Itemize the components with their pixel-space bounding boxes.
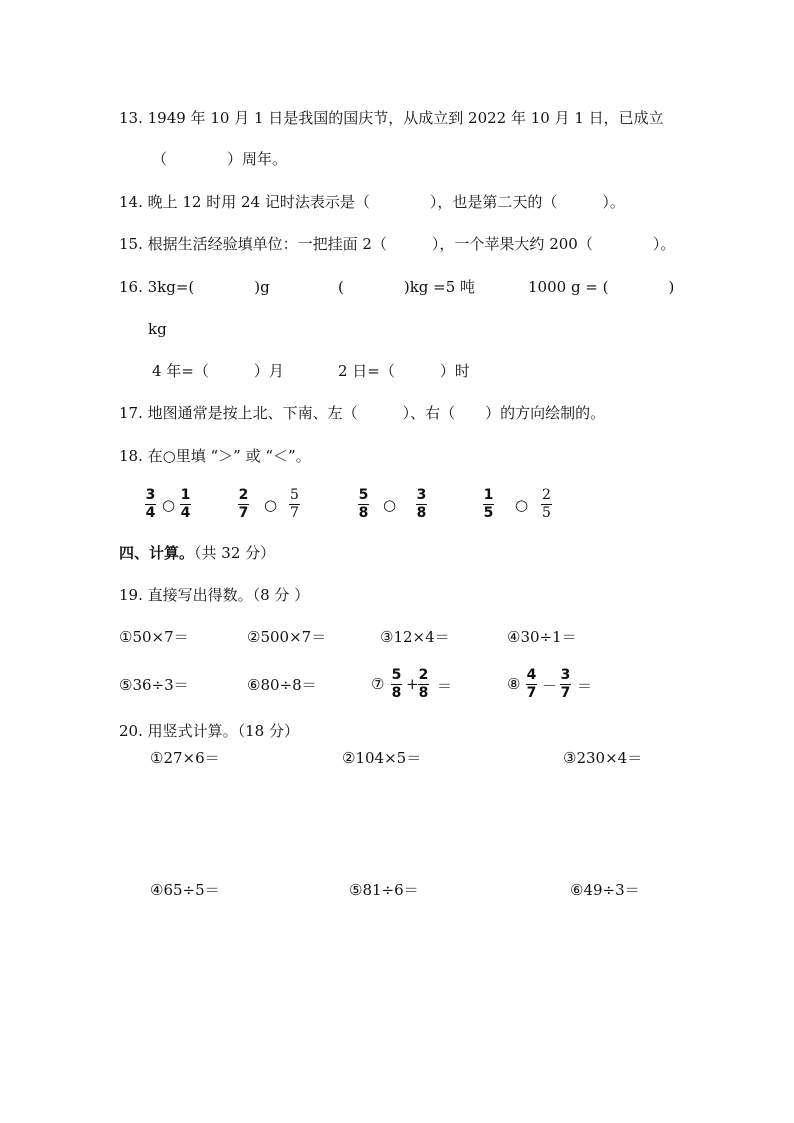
- equals-sign: ＝: [577, 677, 593, 695]
- fraction: 3 8: [416, 487, 427, 521]
- vertical-calc-1: ①27×6＝: [150, 749, 220, 767]
- item-mark: ⑧: [507, 675, 521, 693]
- question-16-part-b: ( )kg =5 吨: [338, 278, 476, 296]
- section-4-title: 四、计算。: [119, 544, 195, 562]
- question-16-part-e: 2 日=（ ）时: [338, 362, 470, 380]
- compare-circle[interactable]: ○: [264, 496, 278, 514]
- question-18-label: 18. 在○里填 “＞” 或 “＜”。: [119, 447, 311, 465]
- fraction: 4 7: [526, 667, 537, 701]
- compare-circle[interactable]: ○: [383, 496, 397, 514]
- fraction: 3 7: [560, 667, 571, 701]
- question-16-unit: kg: [148, 320, 167, 338]
- fraction: 2 8: [418, 667, 429, 701]
- question-13-line2: （ ）周年。: [152, 150, 288, 168]
- fraction: 1 5: [483, 487, 494, 521]
- calc-item-5: ⑤36÷3＝: [119, 676, 189, 694]
- item-mark: ⑦: [371, 675, 385, 693]
- fraction: 5 7: [290, 487, 299, 521]
- fraction: 2 5: [542, 487, 551, 521]
- question-16-part-a: 16. 3kg=( )g: [119, 278, 270, 296]
- vertical-calc-4: ④65÷5＝: [150, 881, 220, 899]
- fraction: 2 7: [238, 487, 249, 521]
- question-13-line1: 13. 1949 年 10 月 1 日是我国的国庆节，从成立到 2022 年 10 月 1 日，已成立: [119, 109, 664, 127]
- fraction: 5 8: [391, 667, 402, 701]
- calc-item-1: ①50×7＝: [119, 628, 189, 646]
- question-14: 14. 晚上 12 时用 24 记时法表示是（ ），也是第二天的（ ）。: [119, 193, 625, 211]
- question-17: 17. 地图通常是按上北、下南、左（ ）、右（ ）的方向绘制的。: [119, 404, 606, 422]
- minus-sign: －: [542, 677, 558, 695]
- vertical-calc-5: ⑤81÷6＝: [349, 881, 419, 899]
- fraction: 3 4: [145, 487, 156, 521]
- question-19-label: 19. 直接写出得数。（8 分 ）: [119, 586, 310, 604]
- vertical-calc-3: ③230×4＝: [563, 749, 643, 767]
- plus-sign: +: [406, 675, 419, 693]
- calc-item-3: ③12×4＝: [380, 628, 450, 646]
- section-4-points: （共 32 分）: [194, 544, 276, 562]
- vertical-calc-2: ②104×5＝: [342, 749, 422, 767]
- compare-circle[interactable]: ○: [515, 496, 529, 514]
- fraction: 1 4: [180, 487, 191, 521]
- equals-sign: ＝: [437, 677, 453, 695]
- compare-circle[interactable]: ○: [162, 496, 176, 514]
- question-15: 15. 根据生活经验填单位：一把挂面 2（ ），一个苹果大约 200（ ）。: [119, 235, 676, 253]
- section-4-heading: [119, 543, 275, 563]
- fraction: 5 8: [358, 487, 369, 521]
- vertical-calc-6: ⑥49÷3＝: [570, 881, 640, 899]
- calc-item-4: ④30÷1＝: [507, 628, 577, 646]
- question-16-part-d: 4 年=（ ）月: [152, 362, 284, 380]
- calc-item-2: ②500×7＝: [247, 628, 327, 646]
- question-16-part-c: 1000 g = ( ): [528, 278, 675, 296]
- calc-item-6: ⑥80÷8＝: [247, 676, 317, 694]
- question-20-label: 20. 用竖式计算。（18 分）: [119, 722, 299, 740]
